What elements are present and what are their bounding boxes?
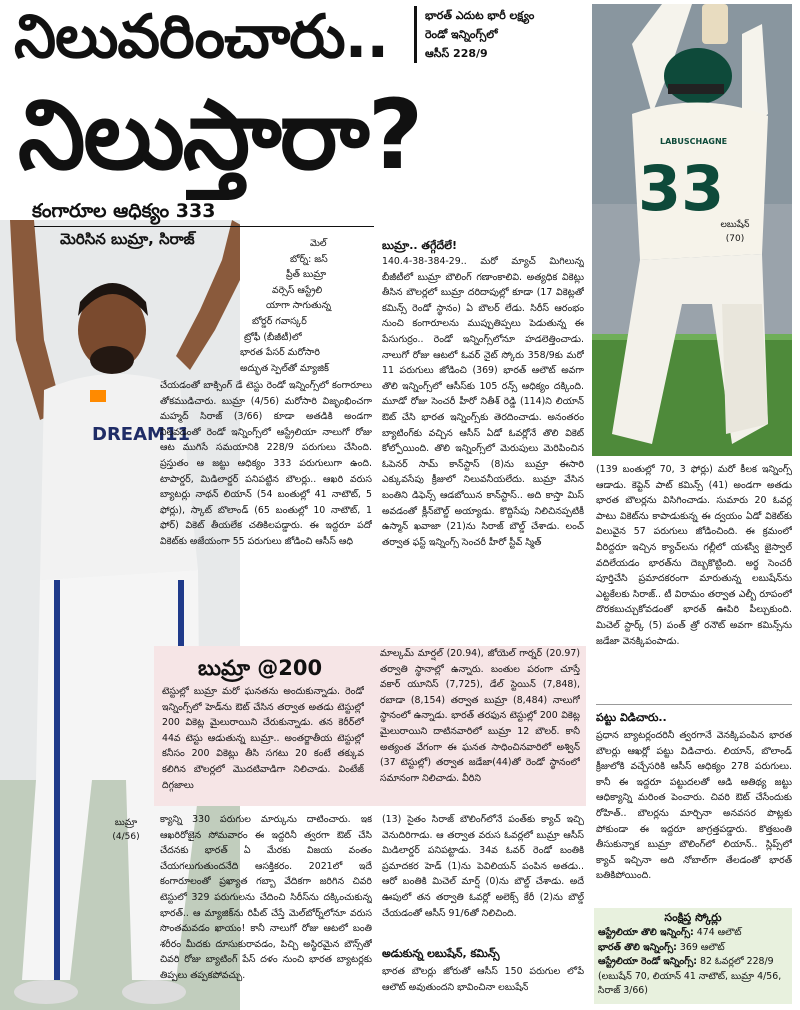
col1-intro	[240, 236, 372, 376]
col2-paragraph-3: భారత బౌలర్లు జోరుతో ఆసీస్ 150 పరుగుల లోపే ఆలౌట్ అవుతుందని భావించినా లబుషేన్	[382, 966, 584, 993]
bumrah-caption-figures: (4/56)	[112, 832, 140, 842]
subhead-secondary: మెరిసిన బుమ్రా, సిరాజ్	[60, 230, 195, 248]
col1-intro-line: భారత పేసర్ మరోసారి	[240, 347, 320, 359]
headline-main: నిలుస్తారా?	[18, 79, 422, 191]
labuschagne-photo	[592, 4, 792, 456]
labuschagne-caption	[700, 218, 770, 246]
bumrah-caption	[96, 816, 156, 844]
col3-paragraph-1: (139 బంతుల్లో 70, 3 ఫోర్లు) మరో కీలక ఇన్నింగ్స్ ఆడాడు. కెప్టెన్ పాట్ కమిన్స్ (41) అండగా అతడు భారత బౌలర్లను విసిగించాడు. సుమారు 20 ఓవర్ల పాటు వికెట్‌ను కాపాడుకున్న ఈ ద్వయం ఏడో వికెట్‌కు విలువైన 57 పరుగులు జోడించింది. ఈ క్రమంలో వీరిద్దరూ ఇచ్చిన క్యాచ్‌లను గల్లీలో యశస్వీ జైస్వాల్ వదిలేయడం భారత్‌ను దెబ్బకొట్టింది. అర్థ సెంచరీ పూర్తిచేసి ప్రమాదకరంగా మారుతున్న లబుషేన్‌ను ఎట్టకేలకు సిరాజ్.. టీ విరామం తర్వాత ఎల్బీ రూపంలో దొరకబుచ్చుకోవడంతో భారత్ ఊపిరి పీల్చుకుంది. మిచెల్ స్టార్క్ (5) పంత్ త్రో రనౌట్ అవగా కమిన్స్‌ను జడేజా వెనక్కిపంపాడు.	[596, 464, 792, 647]
bumrah-200-box	[154, 646, 586, 806]
col1-intro-line: ప్రీత్ బుమ్రా	[286, 269, 327, 281]
col1-paragraph-1: చేయడంతో బాక్సింగ్ డే టెస్టు రెండో ఇన్నింగ్స్‌లో కంగారూలు తోకముడిచారు. బుమ్రా (4/56) మరోసారి విజృంభించగా మహ్మద్ సిరాజ్ (3/66) కూడా అతడికి అండగా నిలవడంతో రెండో ఇన్నింగ్స్‌లో ఆస్ట్రేలియా నాలుగో రోజు ఆట ముగిసే సమయానికి 228/9 పరుగులు చేసింది. ప్రస్తుతం ఆ జట్టు ఆధిక్యం 333 పరుగులుగా ఉంది. టాపార్డర్, మిడిలార్డర్ పనిపట్టిన బౌలర్లు.. ఆఖరి వరుస బ్యాటర్లు నాథన్ లియాన్ (54 బంతుల్లో 41 నాటౌట్, 5 ఫోర్లు), స్కాట్ బొలాండ్ (65 బంతుల్లో 10 నాటౌట్, 1 ఫోర్) వికెట్ తీయలేక చతికిలపడ్డారు. ఈ ఇద్దరూ పదో వికెట్‌కు అజేయంగా 55 పరుగులు జోడించి ఆసీస్ ఆధి	[160, 380, 372, 547]
col1-intro-line: ట్రోఫీ (బీజీటీ)లో	[244, 331, 302, 343]
subhead-lead: కంగారూల ఆధిక్యం 333	[32, 200, 216, 222]
col1-intro-line: యాగా సాగుతున్న	[266, 300, 331, 312]
col1-intro-line: అద్భుత స్పెల్‌తో మ్యాజిక్	[240, 362, 329, 374]
labuschagne-caption-name: లబుషేన్	[720, 220, 750, 230]
jersey-sponsor: DREAM11	[92, 424, 190, 445]
score-line: ఆస్ట్రేలియా రెండో ఇన్నింగ్స్: 82 ఓవర్లలో 228/9 (లబుషేన్ 70, లియాన్ 41 నాటౌట్, బుమ్రా 4/56, సిరాజ్ 3/66)	[598, 956, 782, 997]
scoreboard-box	[594, 908, 792, 1004]
score-line: భారత్ తొలి ఇన్నింగ్స్: 369 ఆలౌట్	[598, 941, 725, 953]
col1-intro-line: బోర్డర్ గవాస్కర్	[252, 315, 307, 327]
kicker-line-1: భారత్ ఎదుట భారీ లక్ష్యం	[425, 9, 535, 22]
jersey-number: 33	[638, 152, 725, 225]
bumrah-200-text-right: మాల్కమ్ మార్షల్ (20.94), జోయెల్ గార్నర్ (20.97) తర్వాతి స్థానాల్లో ఉన్నారు. బంతుల పరంగా చూస్తే వకార్ యూనిస్ (7,725), డేల్ స్టెయిన్ (7,848), రబాడా (8,154) తర్వాత బుమ్రా (8,484) నాలుగో స్థానంలో ఉన్నాడు. భారత్ తరఫున టెస్టుల్లో 200 వికెట్ల మైలురాయిని దాటినవారిలో బుమ్రా 12 బౌలర్. కానీ అత్యంత వేగంగా ఈ ఘనత సాధించినవారిలో అశ్విన్ (37 టెస్టుల్లో) తర్వాత జడేజా(44)తో రెండో స్థానంలో సమానంగా నిలిచాడు. వీరిని	[380, 648, 580, 784]
score-line: ఆస్ట్రేలియా తొలి ఇన్నింగ్స్: 474 ఆలౌట్	[598, 927, 742, 938]
col1-intro-line: వర్సెస్ ఆస్ట్రేలి	[272, 284, 323, 296]
kicker-line-2: రెండో ఇన్నింగ్స్‌లో	[425, 28, 498, 41]
subhead-rule	[34, 226, 374, 227]
labuschagne-caption-figures: (70)	[725, 234, 745, 244]
col1-intro-line: మెల్	[310, 238, 327, 249]
kicker-line-3: ఆసీస్ 228/9	[425, 47, 488, 60]
col3-heading: పట్టు విడిచారు..	[596, 711, 667, 724]
col3-rule	[596, 704, 792, 705]
headline-top: నిలువరించారు..	[14, 2, 389, 72]
col1-intro-line: బోర్న్: జస్	[290, 253, 328, 265]
bumrah-200-text-left: టెస్టుల్లో బుమ్రా మరో ఘనతను అందుకున్నాడు. రెండో ఇన్నింగ్స్‌లో హెడ్‌ను ఔట్ చేసిన తర్వాత అతడు టెస్టుల్లో 200 వికెట్ల మైలురాయిని చేరుకున్నాడు. తన కెరీర్‌లో 44వ టెస్టు ఆడుతున్న బుమ్రా.. అంతర్జాతీయ టెస్టుల్లో కనీసం 200 వికెట్లు తీసి సగటు 20 కంటే తక్కువ కలిగిన బౌలర్లలో మొదటివాడిగా నిలిచాడు. వింటేజ్ దిగ్గజాలు	[162, 686, 364, 791]
col2-paragraph-1: 140.4-38-384-29.. మరో మ్యాచ్ మిగిలున్న బీజీటీలో బుమ్రా బౌలింగ్ గణాంకాలివి. అత్యధిక వికెట్లు తీసిన బౌలర్లలో బుమ్రా దరిదాపుల్లో కూడా (17 వికెట్లతో కమిన్స్ రెండో స్థానం) ఏ బౌలర్ లేడు. సిరీస్ ఆరంభం నుంచి కంగారూలను ముప్పుతిప్పలు పెడుతున్న ఈ పేసుగుర్రం.. రెండో ఇన్నింగ్స్‌లోనూ హడలెత్తించాడు. నాలుగో రోజు ఆటలో ఓవర్ నైట్ స్కోరు 358/9కు మరో 11 పరుగులు జోడించి (369) భారత్ ఆలౌట్ అవగా తొలి ఇన్నింగ్స్‌లో ఆసీస్‌కు 105 రన్స్ ఆధిక్యం దక్కింది. మూడో రోజు సెంచరీ హీరో నితీశ్ రెడ్డి (114)ని లియాన్ ఔట్ చేసి భారత ఇన్నింగ్స్‌కు తెరదించాడు. అనంతరం బ్యాటింగ్‌కు వచ్చిన ఆసీస్ ఏడో ఓవర్లోనే తొలి వికెట్ కోల్పోయింది. తొలి ఇన్నింగ్స్‌లో మెరుపులు మెరిపించిన ఓపెనర్ సామ్ కాన్‌స్టాస్ (8)ను బుమ్రా ఈసారి ఎక్కువసేపు క్రీజులో నిలువనీయలేదు. బుమ్రా వేసిన బంతిని డిఫెన్స్ ఆడబోయిన కాన్‌స్టాస్.. అది కాస్తా మిస్ అవడంతో క్లీన్‌బౌల్డ్ అయ్యాడు. కొద్దిసేపు నిలిచినప్పటికీ ఉస్మాన్ ఖవాజా (21)ను సిరాజ్ బౌల్డ్ చేశాడు. లంచ్ తర్వాత ఫస్ట్ ఇన్నింగ్స్ సెంచరీ హీరో స్టీవ్ స్మిత్	[382, 256, 584, 548]
col1-paragraph-2: క్యాన్ని 330 పరుగుల మార్కును దాటించారు. ఇక ఆఖరిరోజైన సోమవారం ఈ ఇద్దరినీ త్వరగా ఔట్ చేసి చేదనకు భారత్ ఏ మేరకు విజయ వంతం చేయగలుగుతుందనేది ఆసక్తికరం. 2021లో ఇదే కంగారూలంతో ప్రఖ్యాత గబ్బా వేదికగా జరిగిన చివరి టెస్టులో 329 పరుగులను చేదించి సిరీస్‌ను దక్కించుకున్న భారత్.. ఆ మ్యాజిక్‌ను రిపీట్ చేస్తే మెల్‌బోర్న్‌లోనూ వరుస సొంతమవడం ఖాయం! కానీ నాలుగో రోజు ఆటలో బంతి శరీరం మీదకు దూసుకురావడం, పిచ్చి అస్థిరమైన బౌన్స్‌తో చివరి రోజు బ్యాటింగ్ పేస్ దళం నుంచి భారత బ్యాటర్లకు తిప్పలు తప్పకపోవచ్చు.	[160, 814, 372, 981]
col2-heading: బుమ్రా.. తగ్గేదేలే!	[382, 239, 457, 252]
bumrah-200-title: బుమ్రా @200	[198, 656, 323, 680]
headline-kicker	[414, 6, 595, 63]
col3-paragraph-2: ప్రధాన బ్యాటర్లందరినీ త్వరగానే వెనక్కిపంపిన భారత బౌలర్లు ఆఖర్లో పట్టు విడిచారు. లియాన్, బొలాండ్ క్రీజులోకి వచ్చేసరికి ఆసీస్ ఆధిక్యం 278 పరుగులు. కానీ ఈ ఇద్దరూ పట్టుదలతో ఆడి ఆతిథ్య జట్టు ఆధిక్యాన్ని మరింత పెంచారు. చివరి ఔట్ చేసేందుకు రోహిత్.. బౌలర్లను మార్చినా అనవసర పొట్లకు పోకుండా ఈ ఇద్దరూ జాగ్రత్తపడ్డారు. కొత్తబంతి తీసుకున్నాక బుమ్రా బౌలింగ్‌లో లియాన్.. స్లిప్స్‌లో క్యాచ్ ఇచ్చినా అది నోబాల్‌గా తేలడంతో భారత్ బతికిపోయింది.	[596, 730, 792, 882]
scoreboard-title: సంక్షిప్త స్కోర్లు	[664, 911, 722, 924]
bumrah-caption-name: బుమ్రా	[114, 818, 138, 828]
jersey-name: LABUSCHAGNE	[660, 137, 728, 146]
col2-paragraph-2: (13) సైతం సిరాజ్ బౌలింగ్‌లోనే పంత్‌కు క్యాచ్ ఇచ్చి వెనుదిరిగాడు. ఆ తర్వాత వరుస ఓవర్లలో బుమ్రా ఆసీస్ మిడిలార్డర్ పనిపట్టాడు. 34వ ఓవర్ రెండో బంతికి ప్రమాదకర హెడ్ (1)ను పెవిలియన్ పంపిన అతడు.. ఆరో బంతికి మిచెల్ మార్ష్ (0)ను బౌల్డ్ చేశాడు. అదే ఊపులో తన తర్వాతి ఓవర్లో అలెక్స్ కేరీ (2)ను బౌల్డ్ చేయడంతో ఆసీస్ 91/6తో నిలిచింది.	[382, 814, 584, 919]
col2-subheading: అడుకున్న లబుషేన్, కమిన్స్	[382, 947, 500, 960]
